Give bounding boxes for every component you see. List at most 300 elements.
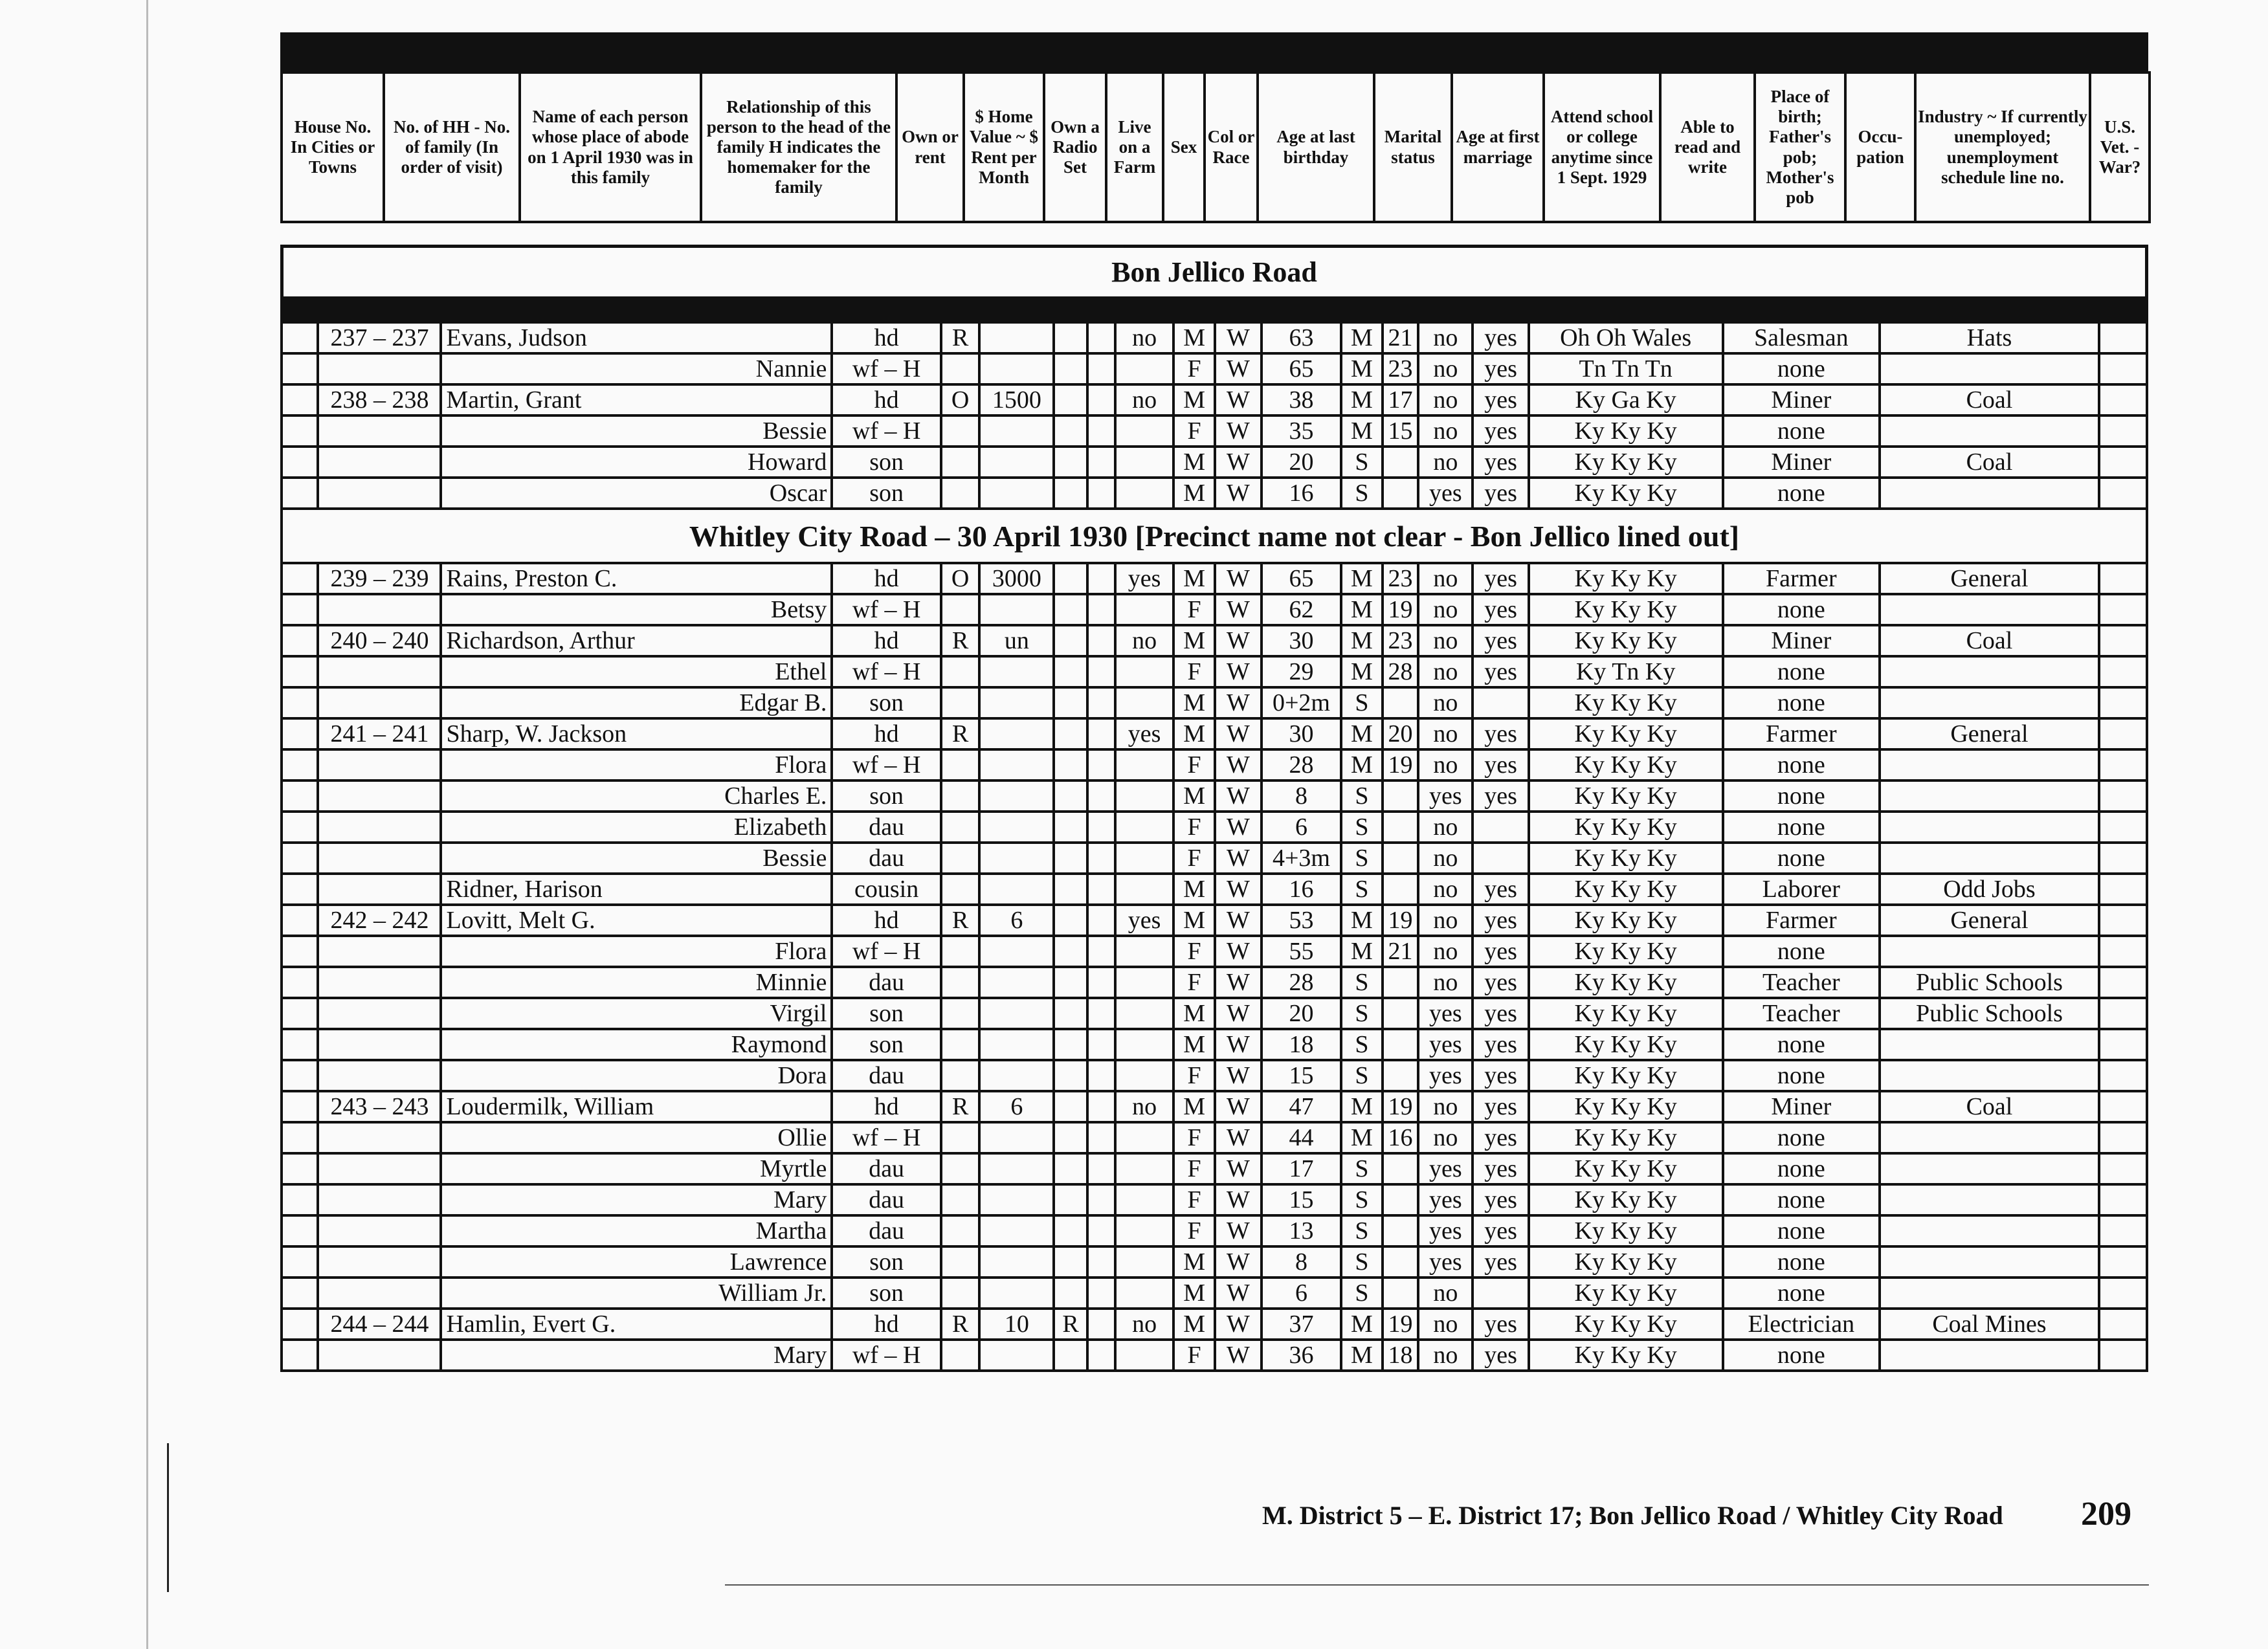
column-header: Relationship of this person to the head of the family H indicates the homemaker for the family bbox=[701, 72, 896, 222]
radio-set bbox=[1054, 1153, 1087, 1184]
home-value bbox=[979, 1184, 1054, 1215]
radio-set bbox=[1054, 936, 1087, 967]
place-of-birth: Ky Ky Ky bbox=[1529, 998, 1723, 1029]
home-value: 3000 bbox=[979, 563, 1054, 594]
race: W bbox=[1215, 415, 1262, 447]
age-first-marriage bbox=[1383, 1278, 1418, 1309]
table-row bbox=[282, 936, 2147, 967]
marital-status: S bbox=[1341, 1153, 1383, 1184]
occupation: Salesman bbox=[1723, 322, 1880, 353]
person-name: Ollie bbox=[441, 1122, 832, 1153]
table-row bbox=[282, 749, 2147, 780]
blank-cell bbox=[1087, 1215, 1115, 1246]
race: W bbox=[1215, 967, 1262, 998]
sex: F bbox=[1173, 967, 1215, 998]
own-or-rent bbox=[941, 967, 980, 998]
radio-set bbox=[1054, 478, 1087, 509]
table-row bbox=[282, 967, 2147, 998]
place-of-birth: Ky Ky Ky bbox=[1529, 1091, 1723, 1122]
occupation: Teacher bbox=[1723, 967, 1880, 998]
home-value bbox=[979, 998, 1054, 1029]
marital-status: M bbox=[1341, 1340, 1383, 1371]
own-or-rent bbox=[941, 812, 980, 843]
live-on-farm bbox=[1115, 478, 1173, 509]
blank-cell bbox=[2099, 1060, 2147, 1091]
household-number bbox=[318, 1184, 441, 1215]
header-black-bar bbox=[280, 32, 2148, 71]
relationship: hd bbox=[832, 625, 940, 656]
occupation: none bbox=[1723, 936, 1880, 967]
blank-cell bbox=[2099, 322, 2147, 353]
household-number: 242 – 242 bbox=[318, 905, 441, 936]
blank-cell bbox=[2099, 1215, 2147, 1246]
radio-set bbox=[1054, 563, 1087, 594]
own-or-rent bbox=[941, 415, 980, 447]
relationship: hd bbox=[832, 322, 940, 353]
place-of-birth: Tn Tn Tn bbox=[1529, 353, 1723, 384]
blank-cell bbox=[2099, 478, 2147, 509]
attend-school: no bbox=[1418, 384, 1473, 415]
blank-cell bbox=[282, 322, 318, 353]
own-or-rent: R bbox=[941, 1309, 980, 1340]
blank-cell bbox=[282, 447, 318, 478]
blank-cell bbox=[1087, 780, 1115, 812]
person-name: Betsy bbox=[441, 594, 832, 625]
sex: M bbox=[1173, 384, 1215, 415]
race: W bbox=[1215, 1309, 1262, 1340]
footer-district: M. District 5 – E. District 17; Bon Jellico Road / Whitley City Road bbox=[1262, 1501, 2003, 1530]
household-number: 238 – 238 bbox=[318, 384, 441, 415]
sex: M bbox=[1173, 687, 1215, 718]
age-first-marriage: 21 bbox=[1383, 322, 1418, 353]
blank-cell bbox=[1087, 1340, 1115, 1371]
place-of-birth: Ky Ky Ky bbox=[1529, 1122, 1723, 1153]
radio-set bbox=[1054, 967, 1087, 998]
blank-cell bbox=[2099, 625, 2147, 656]
blank-cell bbox=[282, 384, 318, 415]
own-or-rent: R bbox=[941, 1091, 980, 1122]
marital-status: M bbox=[1341, 594, 1383, 625]
blank-cell bbox=[2099, 998, 2147, 1029]
blank-cell bbox=[2099, 1029, 2147, 1060]
table-row bbox=[282, 447, 2147, 478]
radio-set bbox=[1054, 594, 1087, 625]
race: W bbox=[1215, 1153, 1262, 1184]
column-header: Attend school or college anytime since 1 Sept. 1929 bbox=[1544, 72, 1660, 222]
occupation: Farmer bbox=[1723, 563, 1880, 594]
person-name: Evans, Judson bbox=[441, 322, 832, 353]
blank-cell bbox=[1087, 1029, 1115, 1060]
blank-cell bbox=[282, 1153, 318, 1184]
person-name: Flora bbox=[441, 749, 832, 780]
attend-school: no bbox=[1418, 447, 1473, 478]
marital-status: S bbox=[1341, 447, 1383, 478]
own-or-rent bbox=[941, 1340, 980, 1371]
sex: M bbox=[1173, 718, 1215, 749]
table-row bbox=[282, 1091, 2147, 1122]
blank-cell bbox=[2099, 353, 2147, 384]
blank-cell bbox=[282, 967, 318, 998]
live-on-farm bbox=[1115, 1340, 1173, 1371]
person-name: Martin, Grant bbox=[441, 384, 832, 415]
table-row bbox=[282, 322, 2147, 353]
person-name: William Jr. bbox=[441, 1278, 832, 1309]
relationship: dau bbox=[832, 1153, 940, 1184]
radio-set bbox=[1054, 1091, 1087, 1122]
place-of-birth: Ky Ga Ky bbox=[1529, 384, 1723, 415]
attend-school: yes bbox=[1418, 1184, 1473, 1215]
place-of-birth: Ky Ky Ky bbox=[1529, 843, 1723, 874]
column-header-block bbox=[280, 32, 2148, 223]
race: W bbox=[1215, 1278, 1262, 1309]
age-first-marriage bbox=[1383, 1060, 1418, 1091]
radio-set bbox=[1054, 905, 1087, 936]
own-or-rent bbox=[941, 780, 980, 812]
occupation: Electrician bbox=[1723, 1309, 1880, 1340]
household-number: 237 – 237 bbox=[318, 322, 441, 353]
blank-cell bbox=[282, 1060, 318, 1091]
person-name: Flora bbox=[441, 936, 832, 967]
relationship: son bbox=[832, 1278, 940, 1309]
read-write: yes bbox=[1473, 478, 1528, 509]
blank-cell bbox=[2099, 874, 2147, 905]
live-on-farm: yes bbox=[1115, 718, 1173, 749]
occupation: none bbox=[1723, 1122, 1880, 1153]
industry: Hats bbox=[1880, 322, 2099, 353]
blank-cell bbox=[282, 563, 318, 594]
attend-school: no bbox=[1418, 563, 1473, 594]
relationship: hd bbox=[832, 563, 940, 594]
industry: Coal bbox=[1880, 1091, 2099, 1122]
race: W bbox=[1215, 1122, 1262, 1153]
table-row bbox=[282, 1340, 2147, 1371]
marital-status: M bbox=[1341, 353, 1383, 384]
sex: M bbox=[1173, 625, 1215, 656]
race: W bbox=[1215, 998, 1262, 1029]
live-on-farm bbox=[1115, 812, 1173, 843]
live-on-farm: no bbox=[1115, 384, 1173, 415]
read-write: yes bbox=[1473, 1309, 1528, 1340]
live-on-farm bbox=[1115, 843, 1173, 874]
blank-cell bbox=[1087, 322, 1115, 353]
age-first-marriage: 19 bbox=[1383, 1091, 1418, 1122]
table-row bbox=[282, 563, 2147, 594]
age: 37 bbox=[1262, 1309, 1341, 1340]
industry bbox=[1880, 656, 2099, 687]
census-table bbox=[280, 321, 2148, 1372]
section-heading: Whitley City Road – 30 April 1930 [Precinct name not clear - Bon Jellico lined out] bbox=[282, 509, 2147, 563]
occupation: none bbox=[1723, 656, 1880, 687]
industry bbox=[1880, 843, 2099, 874]
age-first-marriage: 19 bbox=[1383, 749, 1418, 780]
sex: M bbox=[1173, 447, 1215, 478]
household-number bbox=[318, 843, 441, 874]
industry bbox=[1880, 1340, 2099, 1371]
race: W bbox=[1215, 1184, 1262, 1215]
radio-set bbox=[1054, 625, 1087, 656]
place-of-birth: Ky Ky Ky bbox=[1529, 594, 1723, 625]
relationship: wf – H bbox=[832, 594, 940, 625]
radio-set bbox=[1054, 812, 1087, 843]
home-value bbox=[979, 936, 1054, 967]
household-number bbox=[318, 1215, 441, 1246]
radio-set bbox=[1054, 998, 1087, 1029]
own-or-rent bbox=[941, 1278, 980, 1309]
blank-cell bbox=[282, 812, 318, 843]
radio-set bbox=[1054, 415, 1087, 447]
age: 8 bbox=[1262, 1246, 1341, 1278]
blank-cell bbox=[282, 353, 318, 384]
sex: M bbox=[1173, 780, 1215, 812]
read-write bbox=[1473, 843, 1528, 874]
age-first-marriage: 23 bbox=[1383, 625, 1418, 656]
person-name: Nannie bbox=[441, 353, 832, 384]
person-name: Rains, Preston C. bbox=[441, 563, 832, 594]
age-first-marriage: 19 bbox=[1383, 1309, 1418, 1340]
home-value bbox=[979, 1278, 1054, 1309]
age-first-marriage: 16 bbox=[1383, 1122, 1418, 1153]
section-heading-row bbox=[282, 509, 2147, 563]
race: W bbox=[1215, 1215, 1262, 1246]
relationship: hd bbox=[832, 905, 940, 936]
home-value bbox=[979, 353, 1054, 384]
own-or-rent bbox=[941, 656, 980, 687]
relationship: hd bbox=[832, 1091, 940, 1122]
age: 62 bbox=[1262, 594, 1341, 625]
industry bbox=[1880, 1278, 2099, 1309]
occupation: none bbox=[1723, 1060, 1880, 1091]
age: 13 bbox=[1262, 1215, 1341, 1246]
table-row bbox=[282, 415, 2147, 447]
read-write: yes bbox=[1473, 1029, 1528, 1060]
table-row bbox=[282, 718, 2147, 749]
radio-set bbox=[1054, 1060, 1087, 1091]
race: W bbox=[1215, 478, 1262, 509]
own-or-rent: O bbox=[941, 384, 980, 415]
occupation: none bbox=[1723, 749, 1880, 780]
read-write: yes bbox=[1473, 967, 1528, 998]
attend-school: yes bbox=[1418, 1060, 1473, 1091]
person-name: Loudermilk, William bbox=[441, 1091, 832, 1122]
person-name: Howard bbox=[441, 447, 832, 478]
table-row bbox=[282, 625, 2147, 656]
place-of-birth: Ky Ky Ky bbox=[1529, 905, 1723, 936]
home-value bbox=[979, 1060, 1054, 1091]
radio-set bbox=[1054, 1340, 1087, 1371]
blank-cell bbox=[1087, 905, 1115, 936]
attend-school: no bbox=[1418, 1122, 1473, 1153]
home-value bbox=[979, 415, 1054, 447]
race: W bbox=[1215, 353, 1262, 384]
person-name: Charles E. bbox=[441, 780, 832, 812]
relationship: hd bbox=[832, 384, 940, 415]
table-row bbox=[282, 1184, 2147, 1215]
table-row bbox=[282, 656, 2147, 687]
industry: General bbox=[1880, 563, 2099, 594]
radio-set bbox=[1054, 1122, 1087, 1153]
household-number: 241 – 241 bbox=[318, 718, 441, 749]
age: 16 bbox=[1262, 478, 1341, 509]
relationship: wf – H bbox=[832, 1340, 940, 1371]
race: W bbox=[1215, 563, 1262, 594]
person-name: Bessie bbox=[441, 843, 832, 874]
live-on-farm bbox=[1115, 1278, 1173, 1309]
person-name: Mary bbox=[441, 1184, 832, 1215]
live-on-farm: yes bbox=[1115, 905, 1173, 936]
relationship: son bbox=[832, 780, 940, 812]
age-first-marriage bbox=[1383, 967, 1418, 998]
marital-status: S bbox=[1341, 1060, 1383, 1091]
attend-school: no bbox=[1418, 967, 1473, 998]
industry: Public Schools bbox=[1880, 998, 2099, 1029]
live-on-farm bbox=[1115, 749, 1173, 780]
occupation: Miner bbox=[1723, 625, 1880, 656]
blank-cell bbox=[1087, 656, 1115, 687]
blank-cell bbox=[282, 1184, 318, 1215]
race: W bbox=[1215, 780, 1262, 812]
live-on-farm bbox=[1115, 447, 1173, 478]
read-write: yes bbox=[1473, 625, 1528, 656]
industry bbox=[1880, 415, 2099, 447]
live-on-farm bbox=[1115, 1246, 1173, 1278]
radio-set bbox=[1054, 1029, 1087, 1060]
column-header: No. of HH - No. of family (In order of visit) bbox=[384, 72, 520, 222]
blank-cell bbox=[1087, 687, 1115, 718]
live-on-farm bbox=[1115, 1060, 1173, 1091]
radio-set bbox=[1054, 384, 1087, 415]
occupation: none bbox=[1723, 1153, 1880, 1184]
column-header: Age at first marriage bbox=[1452, 72, 1544, 222]
industry bbox=[1880, 1184, 2099, 1215]
sex: M bbox=[1173, 563, 1215, 594]
person-name: Mary bbox=[441, 1340, 832, 1371]
industry: Public Schools bbox=[1880, 967, 2099, 998]
sex: F bbox=[1173, 1060, 1215, 1091]
age-first-marriage bbox=[1383, 874, 1418, 905]
race: W bbox=[1215, 625, 1262, 656]
blank-cell bbox=[1087, 384, 1115, 415]
live-on-farm: no bbox=[1115, 322, 1173, 353]
blank-cell bbox=[1087, 478, 1115, 509]
relationship: dau bbox=[832, 1060, 940, 1091]
occupation: none bbox=[1723, 780, 1880, 812]
blank-cell bbox=[282, 749, 318, 780]
relationship: son bbox=[832, 1246, 940, 1278]
place-of-birth: Ky Ky Ky bbox=[1529, 718, 1723, 749]
place-of-birth: Ky Ky Ky bbox=[1529, 563, 1723, 594]
radio-set bbox=[1054, 687, 1087, 718]
age-first-marriage: 21 bbox=[1383, 936, 1418, 967]
attend-school: no bbox=[1418, 874, 1473, 905]
read-write: yes bbox=[1473, 874, 1528, 905]
age: 6 bbox=[1262, 812, 1341, 843]
own-or-rent bbox=[941, 594, 980, 625]
own-or-rent bbox=[941, 1029, 980, 1060]
industry bbox=[1880, 1029, 2099, 1060]
header-row bbox=[282, 72, 2150, 222]
live-on-farm bbox=[1115, 874, 1173, 905]
sex: M bbox=[1173, 1309, 1215, 1340]
marital-status: S bbox=[1341, 843, 1383, 874]
table-row bbox=[282, 874, 2147, 905]
read-write: yes bbox=[1473, 384, 1528, 415]
column-header: Marital status bbox=[1374, 72, 1452, 222]
occupation: none bbox=[1723, 1029, 1880, 1060]
industry bbox=[1880, 936, 2099, 967]
household-number bbox=[318, 1029, 441, 1060]
marital-status: S bbox=[1341, 967, 1383, 998]
attend-school: yes bbox=[1418, 1246, 1473, 1278]
marital-status: S bbox=[1341, 874, 1383, 905]
age: 15 bbox=[1262, 1184, 1341, 1215]
industry bbox=[1880, 812, 2099, 843]
radio-set bbox=[1054, 749, 1087, 780]
household-number bbox=[318, 447, 441, 478]
place-of-birth: Ky Ky Ky bbox=[1529, 1340, 1723, 1371]
blank-cell bbox=[2099, 1184, 2147, 1215]
blank-cell bbox=[2099, 780, 2147, 812]
occupation: Farmer bbox=[1723, 718, 1880, 749]
sex: F bbox=[1173, 1122, 1215, 1153]
attend-school: yes bbox=[1418, 1029, 1473, 1060]
marital-status: S bbox=[1341, 780, 1383, 812]
home-value bbox=[979, 749, 1054, 780]
age: 4+3m bbox=[1262, 843, 1341, 874]
industry bbox=[1880, 353, 2099, 384]
industry: General bbox=[1880, 718, 2099, 749]
live-on-farm bbox=[1115, 353, 1173, 384]
read-write: yes bbox=[1473, 353, 1528, 384]
race: W bbox=[1215, 874, 1262, 905]
place-of-birth: Ky Ky Ky bbox=[1529, 1060, 1723, 1091]
occupation: none bbox=[1723, 1246, 1880, 1278]
marital-status: M bbox=[1341, 718, 1383, 749]
blank-cell bbox=[1087, 1122, 1115, 1153]
home-value bbox=[979, 478, 1054, 509]
read-write: yes bbox=[1473, 1184, 1528, 1215]
household-number bbox=[318, 1060, 441, 1091]
blank-cell bbox=[2099, 843, 2147, 874]
blank-cell bbox=[282, 625, 318, 656]
table-row bbox=[282, 478, 2147, 509]
live-on-farm bbox=[1115, 687, 1173, 718]
industry bbox=[1880, 1060, 2099, 1091]
household-number bbox=[318, 967, 441, 998]
live-on-farm bbox=[1115, 1122, 1173, 1153]
blank-cell bbox=[1087, 415, 1115, 447]
household-number bbox=[318, 812, 441, 843]
read-write: yes bbox=[1473, 656, 1528, 687]
column-header: Place of birth; Father's pob; Mother's pob bbox=[1755, 72, 1845, 222]
person-name: Minnie bbox=[441, 967, 832, 998]
blank-cell bbox=[1087, 1278, 1115, 1309]
age: 28 bbox=[1262, 749, 1341, 780]
age-first-marriage: 19 bbox=[1383, 594, 1418, 625]
own-or-rent bbox=[941, 1184, 980, 1215]
column-header: Sex bbox=[1163, 72, 1205, 222]
occupation: none bbox=[1723, 1278, 1880, 1309]
sex: F bbox=[1173, 843, 1215, 874]
occupation: none bbox=[1723, 353, 1880, 384]
attend-school: yes bbox=[1418, 780, 1473, 812]
blank-cell bbox=[282, 1309, 318, 1340]
attend-school: no bbox=[1418, 812, 1473, 843]
person-name: Lovitt, Melt G. bbox=[441, 905, 832, 936]
read-write: yes bbox=[1473, 718, 1528, 749]
race: W bbox=[1215, 322, 1262, 353]
sex: M bbox=[1173, 1029, 1215, 1060]
blank-cell bbox=[1087, 1246, 1115, 1278]
